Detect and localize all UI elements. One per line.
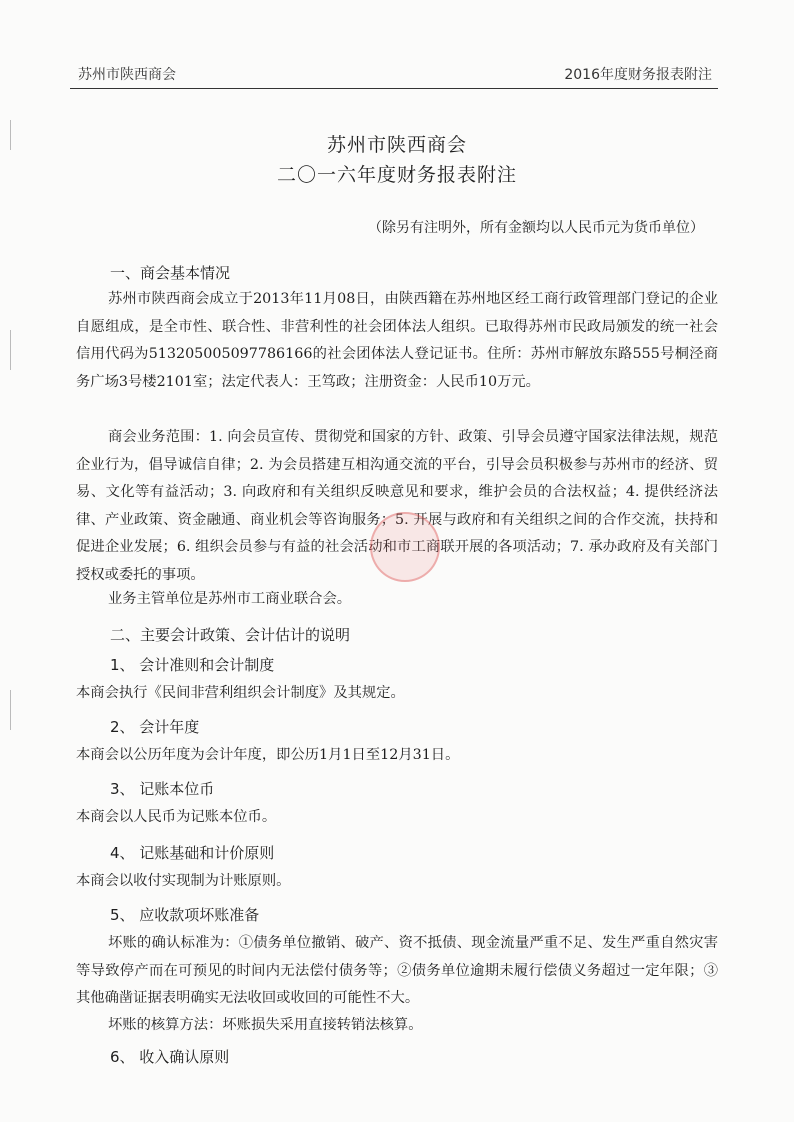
header-document-title: 2016年度财务报表附注 — [564, 67, 712, 83]
item-heading-currency: 3、 记账本位币 — [110, 780, 215, 798]
currency-note: （除另有注明外，所有金额均以人民币元为货币单位） — [368, 220, 704, 236]
paragraph-establishment: 苏州市陕西商会成立于2013年11月08日，由陕西籍在苏州地区经工商行政管理部门登记的企业自愿组成，是全市性、联合性、非营利性的社会团体法人组织。已取得苏州市民政局颁发的统一社会信用代码为51320500509778616​6的社会团体法人登记证书。住所：苏州市解放东路555号桐泾商务广场3号楼2101室；法定代表人：王笃政；注册资金：人民币10万元。 — [76, 291, 718, 390]
paragraph-business-scope: 商会业务范围：1. 向会员宣传、贯彻党和国家的方针、政策、引导会员遵守国家法律法规，规范企业行为，倡导诚信自律；2. 为会员搭建互相沟通交流的平台，引导会员积极参与苏州市的经济、贸易、文化等有益活动；3. 向政府和有关组织反映意见和要求，维护会员的合法权益；4. 提供经济法律、产业政策、资金融通、商业机会等咨询服务；5. 开展与政府和有关组织之间的合作交流，扶持和促进企业发展；6. 组织会员参与有益的社会活动和市工商联开展的各项活动；7. 承办政府及有关部门授权或委托的事项。 — [76, 429, 718, 583]
section-heading-basic-info: 一、商会基本情况 — [110, 264, 231, 282]
item-heading-accounting-standards: 1、 会计准则和会计制度 — [110, 656, 275, 674]
section-heading-accounting-policies: 二、主要会计政策、会计估计的说明 — [110, 626, 351, 644]
header-rule — [70, 88, 718, 89]
item-heading-accounting-basis: 4、 记账基础和计价原则 — [110, 844, 275, 862]
scan-edge-mark — [10, 330, 11, 370]
header-organization: 苏州市陕西商会 — [78, 67, 176, 83]
page-title: 苏州市陕西商会 — [326, 134, 467, 156]
official-seal-stamp — [370, 512, 440, 582]
item-text-bad-debt-method: 坏账的核算方法：坏账损失采用直接转销法核算。 — [108, 1017, 423, 1033]
item-heading-revenue-recognition: 6、 收入确认原则 — [110, 1048, 230, 1066]
item-text-bad-debt-criteria: 坏账的确认标准为：①债务单位撤销、破产、资不抵债、现金流量严重不足、发生严重自然灾害等导致停产而在可预见的时间内无法偿付债务等；②债务单位逾期未履行偿债义务超过一定年限；③其他确凿证据表明确实无法收回或收回的可能性不大。 — [76, 935, 718, 1006]
item-heading-bad-debt: 5、 应收款项坏账准备 — [110, 906, 260, 924]
item-text-accounting-basis: 本商会以收付实现制为计账原则。 — [76, 873, 291, 889]
item-text-fiscal-year: 本商会以公历年度为会计年度，即公历1月1日至12月31日。 — [76, 747, 460, 763]
item-text-currency: 本商会以人民币为记账本位币。 — [76, 809, 277, 825]
item-heading-fiscal-year: 2、 会计年度 — [110, 718, 200, 736]
item-text-accounting-standards: 本商会执行《民间非营利组织会计制度》及其规定。 — [76, 685, 405, 701]
paragraph-supervisor: 业务主管单位是苏州市工商业联合会。 — [108, 591, 352, 607]
scan-edge-mark — [10, 690, 11, 730]
page-subtitle: 二〇一六年度财务报表附注 — [276, 164, 517, 186]
